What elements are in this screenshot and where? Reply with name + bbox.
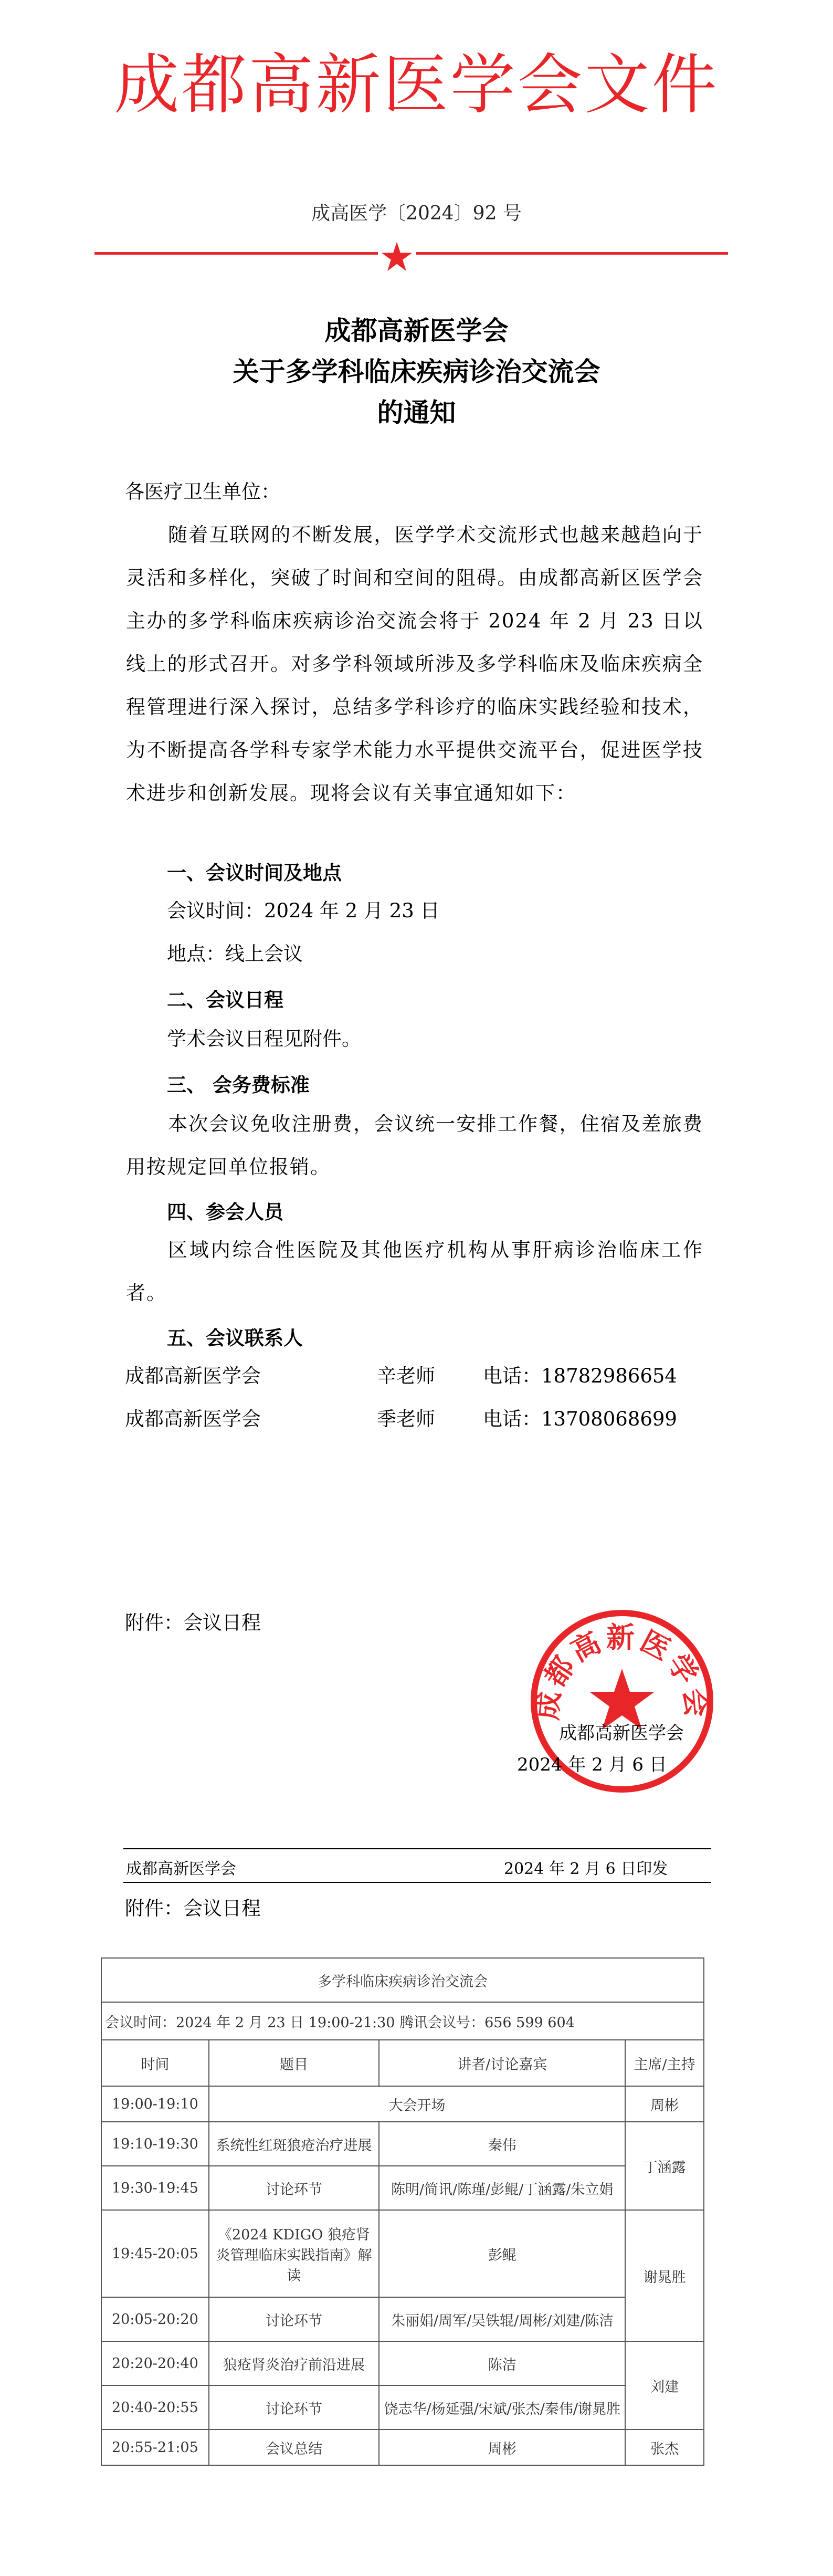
row-time: 19:45-20:05	[101, 2210, 209, 2297]
title-line-1: 成都高新医学会	[324, 316, 509, 346]
schedule-title-row	[101, 1958, 704, 2002]
title-line-2: 关于多学科临床疾病诊治交流会	[233, 357, 600, 387]
row-chair: 张杰	[625, 2430, 704, 2465]
meeting-time: 会议时间：2024 年 2 月 23 日	[167, 899, 440, 922]
schedule-meeting-info: 会议时间：2024 年 2 月 23 日 19:00-21:30 腾讯会议号：656 599 604	[101, 2002, 704, 2040]
row-time: 19:30-19:45	[101, 2166, 209, 2210]
section-3-heading: 三、 会务费标准	[167, 1074, 310, 1096]
document-masthead: 成都高新医学会文件	[114, 47, 719, 123]
row-speaker: 朱丽娟/周军/吴铁辊/周彬/刘建/陈洁	[379, 2297, 625, 2341]
row-speaker: 陈洁	[379, 2341, 625, 2385]
schedule-note: 学术会议日程见附件。	[167, 1028, 361, 1050]
signature-date: 2024 年 2 月 6 日	[517, 1754, 667, 1775]
meeting-place: 地点：线上会议	[167, 943, 303, 965]
contact-1-person: 辛老师	[377, 1365, 435, 1387]
contact-1-phone: 电话：18782986654	[483, 1365, 677, 1387]
row-topic: 讨论环节	[209, 2166, 379, 2210]
intro-paragraph: 随着互联网的不断发展，医学学术交流形式也越来越趋向于灵活和多样化，突破了时间和空间的阻碍。由成都高新区医学会主办的多学科临床疾病诊治交流会将于 2024 年 2 月 23 日以线上的形式召开。对多学科领域所涉及多学科临床及临床疾病全程管理进行深入探讨，总结多学科诊疗的临床实践经验和技术，为不断提高各学科专家学术能力水平提供交流平台，促进医学技术进步和创新发展。现将会议有关事宜通知如下：	[126, 523, 703, 804]
table-row	[101, 2122, 704, 2166]
row-topic: 《2024 KDIGO 狼疮肾炎管理临床实践指南》解读	[209, 2210, 379, 2297]
row-time: 20:20-20:40	[101, 2341, 209, 2385]
row-speaker: 饶志华/杨延强/宋斌/张杰/秦伟/谢晁胜	[379, 2385, 625, 2430]
attendees-paragraph: 区域内综合性医院及其他医疗机构从事肝病诊治临床工作者。	[126, 1239, 703, 1304]
row-time: 20:55-21:05	[101, 2430, 209, 2465]
schedule-table	[101, 1957, 704, 2466]
footer-org: 成都高新医学会	[126, 1860, 236, 1878]
col-header-speaker: 讲者/讨论嘉宾	[379, 2040, 625, 2086]
fee-paragraph: 本次会议免收注册费，会议统一安排工作餐，住宿及差旅费用按规定回单位报销。	[126, 1113, 703, 1178]
section-4-heading: 四、参会人员	[167, 1201, 283, 1223]
section-2-heading: 二、会议日程	[167, 989, 283, 1011]
seal-text: 成都高新医学会	[530, 1621, 714, 1722]
footer-print-date: 2024 年 2 月 6 日印发	[504, 1860, 668, 1878]
footer-top-rule	[123, 1848, 711, 1849]
row-topic: 大会开场	[209, 2086, 625, 2122]
section-5-heading: 五、会议联系人	[167, 1327, 303, 1349]
col-header-time: 时间	[101, 2040, 209, 2086]
contact-2-org: 成都高新医学会	[125, 1408, 261, 1430]
signature-org: 成都高新医学会	[559, 1723, 684, 1744]
red-divider-right	[416, 252, 728, 255]
row-speaker: 陈明/简讯/陈瑾/彭鲲/丁涵露/朱立娟	[379, 2166, 625, 2210]
col-header-chair: 主席/主持	[625, 2040, 704, 2086]
row-chair: 丁涵露	[625, 2122, 704, 2210]
row-speaker: 周彬	[379, 2430, 625, 2465]
row-chair: 刘建	[625, 2341, 704, 2430]
section-1-heading: 一、会议时间及地点	[167, 862, 342, 884]
footer-bottom-rule	[123, 1882, 711, 1883]
table-row	[101, 2166, 704, 2210]
attachment-note: 附件：会议日程	[125, 1611, 261, 1634]
contact-1-org: 成都高新医学会	[125, 1365, 261, 1387]
row-chair: 谢晁胜	[625, 2210, 704, 2341]
row-topic: 系统性红斑狼疮治疗进展	[209, 2122, 379, 2166]
title-line-3: 的通知	[377, 397, 456, 428]
row-time: 19:10-19:30	[101, 2122, 209, 2166]
row-topic: 讨论环节	[209, 2385, 379, 2430]
table-row	[101, 2210, 704, 2297]
row-speaker: 秦伟	[379, 2122, 625, 2166]
star-icon	[381, 240, 413, 273]
row-time: 20:05-20:20	[101, 2297, 209, 2341]
red-divider-left	[94, 252, 378, 255]
schedule-info-row	[101, 2002, 704, 2040]
table-row	[101, 2297, 704, 2341]
col-header-topic: 题目	[209, 2040, 379, 2086]
row-speaker: 彭鲲	[379, 2210, 625, 2297]
schedule-header-row	[101, 2040, 704, 2086]
row-topic: 讨论环节	[209, 2297, 379, 2341]
schedule-title: 多学科临床疾病诊治交流会	[101, 1958, 704, 2002]
table-row	[101, 2341, 704, 2385]
table-row	[101, 2385, 704, 2430]
table-row	[101, 2086, 704, 2122]
salutation: 各医疗卫生单位：	[125, 480, 280, 503]
row-topic: 会议总结	[209, 2430, 379, 2465]
attachment-label: 附件：会议日程	[125, 1897, 261, 1920]
document-number: 成高医学〔2024〕92 号	[311, 203, 522, 224]
row-time: 20:40-20:55	[101, 2385, 209, 2430]
contact-2-person: 季老师	[377, 1408, 435, 1430]
row-topic: 狼疮肾炎治疗前沿进展	[209, 2341, 379, 2385]
row-chair: 周彬	[625, 2086, 704, 2122]
contact-2-phone: 电话：13708068699	[483, 1408, 677, 1430]
row-time: 19:00-19:10	[101, 2086, 209, 2122]
table-row	[101, 2430, 704, 2465]
